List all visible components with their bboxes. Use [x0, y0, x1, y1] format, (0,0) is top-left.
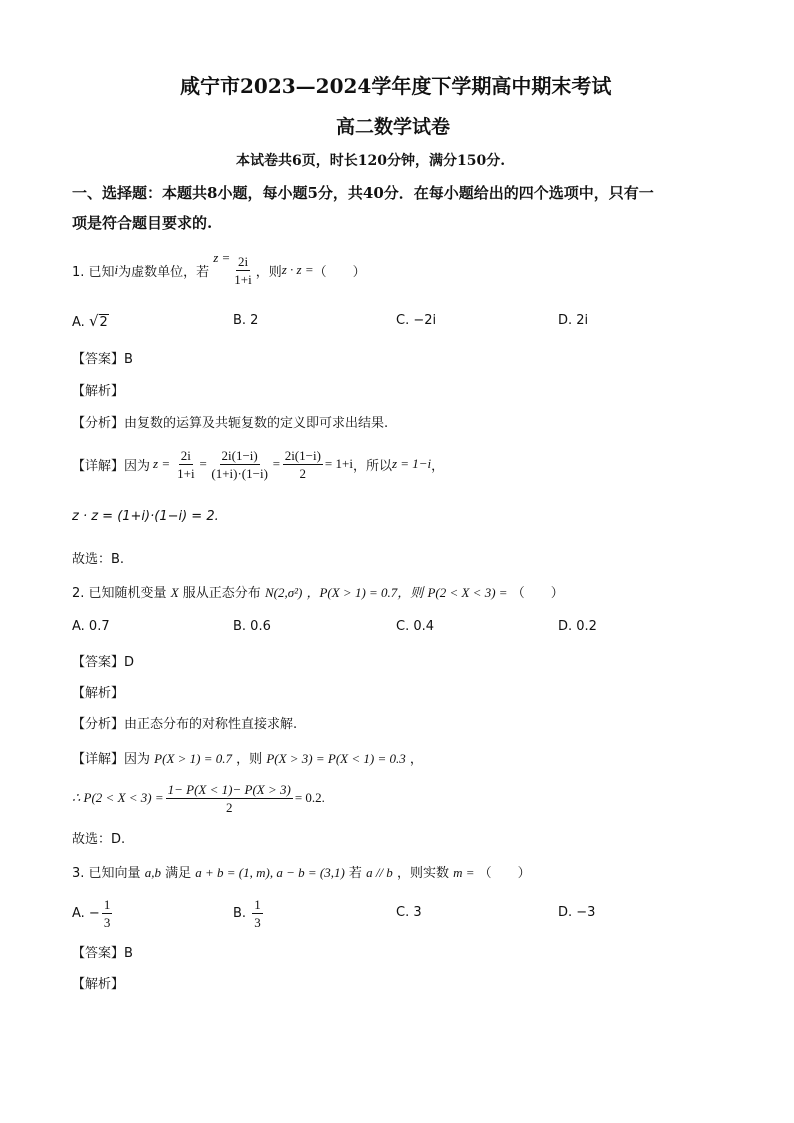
- q1-option-d: D. 2i: [558, 313, 589, 328]
- q1-option-c: C. −2i: [396, 313, 437, 328]
- q2-option-d: D. 0.2: [558, 619, 597, 634]
- q1-frac-num: 2i: [237, 253, 249, 269]
- q2-fenxi: 【分析】由正态分布的对称性直接求解.: [72, 717, 298, 732]
- q1-paren: （ ）: [313, 264, 366, 280]
- q1-fenxi: 【分析】由复数的运算及共轭复数的定义即可求出结果.: [72, 416, 389, 431]
- q1-fraction: [232, 254, 253, 287]
- q2-option-a: A. 0.7: [72, 619, 110, 634]
- question-1: [72, 246, 366, 294]
- q1-frac-den: 1+i: [234, 271, 252, 287]
- q2-analysis-label: 【解析】: [72, 686, 125, 701]
- q2-detail-line2: ∴ P(2 < X < 3) = $\frac{1- P(X < 1)- P(X > 3)}{2}$ = 0.2.: [72, 781, 325, 815]
- question-3: 3. 已知向量 a,b 满足 a + b = (1, m), a − b = (3,1) 若 a // b ，则实数 m = （ ）: [72, 865, 531, 881]
- section1-line1: 一、选择题：本题共8小题，每小题5分，共40分．在每小题给出的四个选项中，只有一: [72, 184, 654, 202]
- q1-prefix: 1. 已知: [72, 264, 115, 280]
- q1-option-b: B. 2: [233, 313, 259, 328]
- q2-option-b: B. 0.6: [233, 619, 271, 634]
- q1-expr: z · z =: [281, 262, 314, 277]
- q1-mid: 为虚数单位，若: [118, 264, 210, 280]
- q3-option-d: D. −3: [558, 905, 596, 920]
- question-2: 2. 已知随机变量 X 服从正态分布 N(2,σ²) ，P(X > 1) = 0.7，则 P(2 < X < 3) = （ ）: [72, 585, 564, 601]
- q3-answer: 【答案】B: [72, 946, 133, 961]
- q2-choose: 故选：D.: [72, 832, 126, 847]
- q1-choose: 故选：B.: [72, 552, 125, 567]
- q1-option-a-val: 2: [99, 315, 108, 330]
- q1-analysis-label: 【解析】: [72, 384, 125, 399]
- exam-subtitle: 高二数学试卷: [336, 116, 451, 138]
- q2-option-c: C. 0.4: [396, 619, 435, 634]
- q2-detail: 【详解】因为 P(X > 1) = 0.7 ，则 P(X > 3) = P(X < 1) = 0.3 ，: [72, 751, 423, 767]
- q1-detail: 【详解】 因为 z = $\frac{2i}{1+i}$ = $\frac{2i(1-i)}{(1+i)\cdot(1-i)}$ = $\frac{2i(1-i)}{2}$ = 1+i ，所以 z = 1−i ，: [72, 447, 445, 481]
- q3-option-b: B. $\frac{1}{3}$: [233, 896, 261, 930]
- q1-answer: 【答案】B: [72, 352, 133, 367]
- section1-line2: 项是符合题目要求的.: [72, 214, 213, 232]
- q1-detail-line2: z · z = (1+i)·(1−i) = 2.: [72, 509, 219, 524]
- q1-i: i: [114, 262, 119, 277]
- q1-then: ，则: [255, 264, 282, 280]
- q2-answer: 【答案】D: [72, 655, 135, 670]
- q1-z-eq: z =: [213, 250, 231, 265]
- q3-option-c: C. 3: [396, 905, 422, 920]
- exam-info: 本试卷共6页，时长120分钟，满分150分.: [236, 153, 506, 169]
- exam-title: 咸宁市2023—2024学年度下学期高中期末考试: [180, 74, 612, 98]
- q3-analysis-label: 【解析】: [72, 977, 125, 992]
- q1-detail-conj: z = 1−i: [391, 456, 432, 471]
- q1-option-a: A. √2: [72, 312, 108, 330]
- q3-option-a: A. − $\frac{1}{3}$: [72, 896, 111, 930]
